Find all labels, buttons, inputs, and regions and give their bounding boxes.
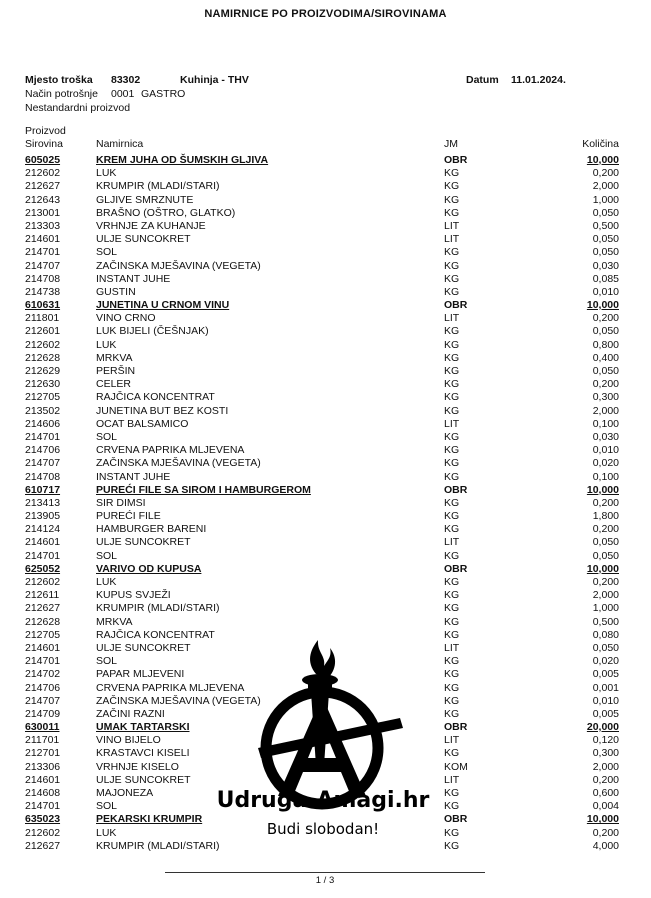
ingredient-row [25,550,625,563]
row-code: 214708 [25,272,61,285]
row-code: 214706 [25,681,61,694]
product-row [25,484,625,497]
row-unit: KG [444,668,460,681]
row-unit: KG [444,470,460,483]
row-qty: 0,050 [592,549,619,562]
row-code: 213306 [25,760,61,773]
row-qty: 2,000 [592,589,619,602]
row-unit: KG [444,655,460,668]
ingredient-row [25,497,625,510]
column-code-line1: Proizvod [25,125,66,137]
row-qty: 0,050 [592,641,619,654]
row-code: 212629 [25,365,61,377]
row-unit: KG [444,787,460,799]
row-unit: KG [444,800,460,813]
row-unit: KG [444,839,460,852]
ingredient-row [25,260,625,273]
row-name: BRAŠNO (OŠTRO, GLATKO) [96,206,236,219]
row-qty: 2,000 [592,404,619,417]
row-code: 214701 [25,246,61,259]
row-code: 605025 [25,154,61,166]
row-name: LUK [96,576,117,588]
row-code: 630011 [25,721,60,734]
row-qty: 0,030 [592,430,619,443]
row-name: UMAK TARTARSKI [96,721,190,734]
row-code: 625052 [25,562,61,575]
row-qty: 0,010 [592,285,619,298]
row-qty: 0,500 [592,219,619,232]
ingredient-row [25,471,625,484]
row-qty: 0,500 [592,615,619,628]
row-unit: KG [444,259,460,272]
row-code: 212705 [25,628,61,641]
ingredient-row [25,418,625,431]
row-qty: 0,800 [592,338,619,351]
ingredient-row [25,167,625,180]
row-name: VRHNJE ZA KUHANJE [96,219,206,232]
row-unit: KG [444,628,460,641]
row-code: 214709 [25,707,61,720]
row-code: 212602 [25,338,61,351]
product-row [25,299,625,312]
row-name: KRUMPIR (MLADI/STARI) [96,839,220,852]
row-name: INSTANT JUHE [96,272,171,285]
row-name: PUREĆI FILE SA SIROM I HAMBURGEROM [96,483,311,496]
row-name: LUK [96,826,117,839]
row-qty: 0,010 [592,444,619,457]
anarchy-torch-icon [200,636,450,846]
product-row [25,154,625,167]
ingredient-row [25,576,625,589]
row-unit: KG [444,615,460,628]
row-code: 610631 [25,299,61,312]
row-name: ZAČINSKA MJEŠAVINA (VEGETA) [96,694,261,707]
row-unit: KG [444,325,460,338]
row-name: VARIVO OD KUPUSA [96,562,202,575]
row-unit: LIT [444,641,460,654]
row-code: 214707 [25,457,61,470]
row-code: 214738 [25,285,61,298]
row-name: ZAČINSKA MJEŠAVINA (VEGETA) [96,259,261,272]
row-name: ULJE SUNCOKRET [96,233,191,246]
row-name: ULJE SUNCOKRET [96,641,191,654]
row-qty: 0,200 [592,523,619,536]
ingredient-row [25,589,625,602]
row-qty: 0,010 [592,694,619,707]
row-code: 212705 [25,391,61,404]
row-name: GUSTIN [96,285,136,298]
row-qty: 1,800 [592,510,619,523]
nonstandard-label: Nestandardni proizvod [25,102,131,114]
row-qty: 0,200 [592,826,619,839]
row-code: 212602 [25,576,61,588]
ingredient-row [25,378,625,391]
row-code: 214601 [25,773,61,786]
ingredient-row [25,523,625,536]
row-qty: 0,600 [592,787,619,799]
row-unit: OBR [444,483,468,496]
ingredient-row [25,246,625,259]
row-unit: KG [444,430,460,443]
ingredient-row [25,286,625,299]
row-qty: 0,200 [592,167,619,180]
ingredient-row [25,365,625,378]
ingredient-row [25,616,625,629]
row-name: ULJE SUNCOKRET [96,536,191,549]
row-unit: LIT [444,312,460,325]
row-name: CRVENA PAPRIKA MLJEVENA [96,444,245,457]
row-unit: KG [444,681,460,694]
row-code: 214701 [25,655,61,668]
row-name: OCAT BALSAMICO [96,417,189,430]
row-unit: KG [444,523,460,536]
row-name: INSTANT JUHE [96,470,171,483]
row-unit: KG [444,180,460,193]
column-unit: JM [444,138,458,150]
row-code: 212627 [25,839,61,852]
row-code: 213001 [25,206,61,219]
row-unit: LIT [444,734,460,747]
row-qty: 10,000 [586,562,619,575]
row-unit: OBR [444,721,468,734]
row-qty: 0,200 [592,378,619,391]
row-code: 214706 [25,444,61,457]
row-code: 213502 [25,404,61,417]
row-qty: 0,200 [592,576,619,588]
row-unit: OBR [444,154,468,166]
ingredient-row [25,602,625,615]
ingredient-row [25,510,625,523]
row-code: 214606 [25,417,61,430]
row-qty: 0,050 [592,233,619,246]
ingredient-row [25,220,625,233]
ingredient-row [25,431,625,444]
row-name: PERŠIN [96,365,136,377]
row-qty: 10,000 [586,154,619,166]
row-code: 212643 [25,193,61,206]
ingredient-row [25,339,625,352]
row-name: VINO CRNO [96,312,156,325]
column-name: Namirnica [96,138,144,150]
row-qty: 0,050 [592,365,619,377]
row-qty: 0,300 [592,391,619,404]
date-label: Datum [466,74,499,86]
cost-center-name: Kuhinja - THV [180,74,249,86]
row-code: 212602 [25,167,61,180]
row-code: 214601 [25,233,61,246]
row-unit: KG [444,549,460,562]
row-qty: 0,100 [592,470,619,483]
row-name: KRASTAVCI KISELI [96,747,190,760]
row-name: MRKVA [96,351,133,364]
cost-center-code: 83302 [111,74,141,86]
consumption-code: 0001 [111,88,135,100]
row-unit: KG [444,206,460,219]
row-name: JUNETINA U CRNOM VINU [96,299,230,312]
row-code: 214701 [25,430,61,443]
row-name: RAJČICA KONCENTRAT [96,628,215,641]
row-name: VRHNJE KISELO [96,760,179,773]
row-unit: KG [444,404,460,417]
row-code: 212627 [25,602,61,615]
row-unit: OBR [444,562,468,575]
row-qty: 0,020 [592,655,619,668]
row-unit: KG [444,510,460,523]
row-qty: 0,050 [592,536,619,549]
row-qty: 2,000 [592,760,619,773]
ingredient-row [25,273,625,286]
ingredient-row [25,233,625,246]
row-code: 212701 [25,747,61,760]
row-name: GLJIVE SMRZNUTE [96,193,194,206]
row-name: CELER [96,378,132,391]
row-unit: KG [444,351,460,364]
row-name: JUNETINA BUT BEZ KOSTI [96,404,229,417]
row-qty: 0,080 [592,628,619,641]
row-name: SIR DIMSI [96,496,146,509]
row-code: 211701 [25,734,60,747]
row-qty: 0,300 [592,747,619,760]
row-unit: KG [444,747,460,760]
row-unit: KG [444,457,460,470]
ingredient-row [25,207,625,220]
row-name: VINO BIJELO [96,734,161,747]
row-name: MRKVA [96,615,133,628]
row-name: HAMBURGER BARENI [96,523,207,536]
row-unit: KOM [444,760,468,773]
row-code: 214701 [25,549,61,562]
row-unit: KG [444,391,460,404]
row-unit: KG [444,272,460,285]
row-qty: 0,200 [592,496,619,509]
row-code: 212602 [25,826,61,839]
report-title: NAMIRNICE PO PROIZVODIMA/SIROVINAMA [204,8,447,20]
row-qty: 0,050 [592,325,619,338]
row-qty: 1,000 [592,602,619,615]
row-qty: 10,000 [586,813,619,826]
row-qty: 10,000 [586,299,619,312]
ingredient-row [25,457,625,470]
row-qty: 0,030 [592,259,619,272]
consumption-name: GASTRO [141,88,186,100]
ingredient-row [25,391,625,404]
row-unit: KG [444,444,460,457]
ingredient-row [25,536,625,549]
ingredient-row [25,444,625,457]
row-name: KRUMPIR (MLADI/STARI) [96,602,220,615]
row-name: LUK [96,338,117,351]
row-code: 214124 [25,523,61,536]
row-unit: OBR [444,813,468,826]
row-name: LUK BIJELI (ČEŠNJAK) [96,325,209,338]
row-qty: 20,000 [586,721,619,734]
column-code-line2: Sirovina [25,138,63,150]
row-code: 214601 [25,641,61,654]
row-code: 214708 [25,470,61,483]
row-code: 212627 [25,180,61,193]
row-name: KUPUS SVJEŽI [96,589,171,602]
row-code: 214608 [25,787,61,799]
row-qty: 0,085 [592,272,619,285]
consumption-label: Način potrošnje [25,88,98,100]
row-name: PUREĆI FILE [96,510,161,523]
watermark-site: Udruga-Amagi.hr [216,788,430,813]
row-name: ZAČINI RAZNI [96,707,165,720]
row-qty: 0,001 [592,681,619,694]
column-qty: Količina [582,138,619,150]
row-name: PEKARSKI KRUMPIR [96,813,203,826]
row-qty: 0,050 [592,206,619,219]
row-code: 213905 [25,510,61,523]
row-name: MAJONEZA [96,787,154,799]
row-unit: KG [444,378,460,391]
row-qty: 0,400 [592,351,619,364]
row-unit: KG [444,246,460,259]
ingredient-row [25,312,625,325]
row-name: RAJČICA KONCENTRAT [96,391,215,404]
row-unit: KG [444,602,460,615]
row-unit: KG [444,707,460,720]
row-name: ZAČINSKA MJEŠAVINA (VEGETA) [96,457,261,470]
row-name: SOL [96,800,118,813]
row-unit: OBR [444,299,468,312]
row-code: 212601 [25,325,61,338]
row-name: KREM JUHA OD ŠUMSKIH GLJIVA [96,154,269,166]
row-unit: LIT [444,219,460,232]
row-name: SOL [96,655,118,668]
row-code: 610717 [25,483,61,496]
row-unit: KG [444,694,460,707]
row-code: 211801 [25,312,60,325]
row-qty: 0,004 [592,800,619,813]
row-code: 212630 [25,378,61,391]
row-unit: KG [444,576,460,588]
row-qty: 4,000 [592,839,619,852]
date-value: 11.01.2024. [511,74,566,86]
row-unit: KG [444,285,460,298]
row-code: 214701 [25,800,61,813]
row-name: KRUMPIR (MLADI/STARI) [96,180,220,193]
row-code: 212628 [25,351,61,364]
row-qty: 0,005 [592,668,619,681]
row-code: 212628 [25,615,61,628]
column-code [25,125,66,151]
row-qty: 10,000 [586,483,619,496]
row-code: 635023 [25,813,61,826]
row-unit: LIT [444,417,460,430]
ingredient-row [25,405,625,418]
row-unit: KG [444,338,460,351]
row-name: CRVENA PAPRIKA MLJEVENA [96,681,245,694]
row-unit: LIT [444,773,460,786]
row-unit: KG [444,365,460,377]
watermark-slogan: Budi slobodan! [266,820,380,838]
row-code: 214707 [25,694,61,707]
row-name: SOL [96,549,118,562]
row-unit: KG [444,496,460,509]
row-name: LUK [96,167,117,180]
cost-center-label: Mjesto troška [25,74,93,86]
row-unit: LIT [444,233,460,246]
row-unit: LIT [444,536,460,549]
row-name: SOL [96,430,118,443]
row-name: SOL [96,246,118,259]
ingredient-row [25,194,625,207]
row-qty: 0,005 [592,707,619,720]
row-code: 214601 [25,536,61,549]
row-code: 212611 [25,589,60,602]
row-unit: KG [444,167,460,180]
row-qty: 0,100 [592,417,619,430]
row-code: 213413 [25,496,61,509]
row-qty: 0,200 [592,312,619,325]
row-qty: 0,020 [592,457,619,470]
page-number: 1 / 3 [165,872,485,886]
row-code: 213303 [25,219,61,232]
row-code: 214707 [25,259,61,272]
row-qty: 0,050 [592,246,619,259]
row-qty: 1,000 [592,193,619,206]
row-qty: 0,120 [592,734,619,747]
product-row [25,563,625,576]
row-qty: 2,000 [592,180,619,193]
row-code: 214702 [25,668,61,681]
row-unit: KG [444,589,460,602]
row-name: PAPAR MLJEVENI [96,668,185,681]
row-unit: KG [444,826,460,839]
ingredient-row [25,352,625,365]
row-name: ULJE SUNCOKRET [96,773,191,786]
ingredient-row [25,180,625,193]
row-unit: KG [444,193,460,206]
ingredient-row [25,325,625,338]
row-qty: 0,200 [592,773,619,786]
